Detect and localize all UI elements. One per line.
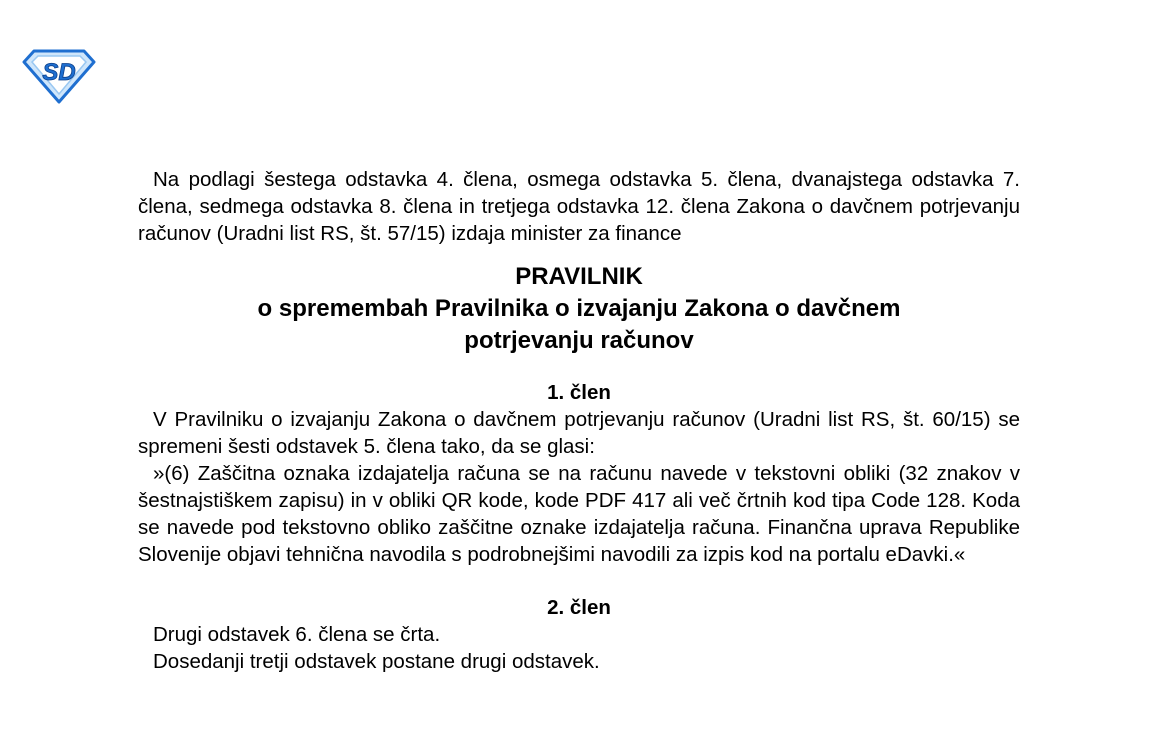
shield-logo-icon: [22, 48, 96, 104]
article-2-paragraph-2: Dosedanji tretji odstavek postane drugi odstavek.: [153, 650, 600, 673]
article-1-paragraph-2: »(6) Zaščitna oznaka izdajatelja računa se na računu navede v tekstovni obliki (32 znakov v šestnajstiškem zapisu) in v obliki QR kode, kode PDF 417 ali več črtnih kod tipa Code 128. Koda se navede pod tekstovno obliko zaščitne oznake izdajatelja računa. Finančna uprava Republike Slovenije objavi tehnična navodila s podrobnejšimi navodili za izpis kod na portalu eDavki.«: [138, 462, 1020, 566]
article-1-paragraph-1: V Pravilniku o izvajanju Zakona o davčnem potrjevanju računov (Uradni list RS, št. 60/15) se spremeni šesti odstavek 5. člena tako, da se glasi:: [138, 408, 1020, 458]
title-line-1: PRAVILNIK: [515, 263, 643, 290]
article-2-heading: 2. člen: [547, 596, 611, 619]
document-body: [138, 166, 1020, 675]
document-title: [138, 261, 1020, 357]
article-1-heading: 1. člen: [547, 381, 611, 404]
title-line-3: potrjevanju računov: [464, 327, 694, 354]
svg-text:SD: SD: [42, 59, 76, 86]
title-line-2: o spremembah Pravilnika o izvajanju Zakona o davčnem: [257, 295, 901, 322]
article-2-paragraph-1: Drugi odstavek 6. člena se črta.: [153, 623, 441, 646]
logo: [22, 48, 96, 104]
intro-paragraph: Na podlagi šestega odstavka 4. člena, osmega odstavka 5. člena, dvanajstega odstavka 7. člena, sedmega odstavka 8. člena in tretjega odstavka 12. člena Zakona o davčnem potrjevanju računov (Uradni list RS, št. 57/15) izdaja minister za finance: [138, 168, 1020, 245]
